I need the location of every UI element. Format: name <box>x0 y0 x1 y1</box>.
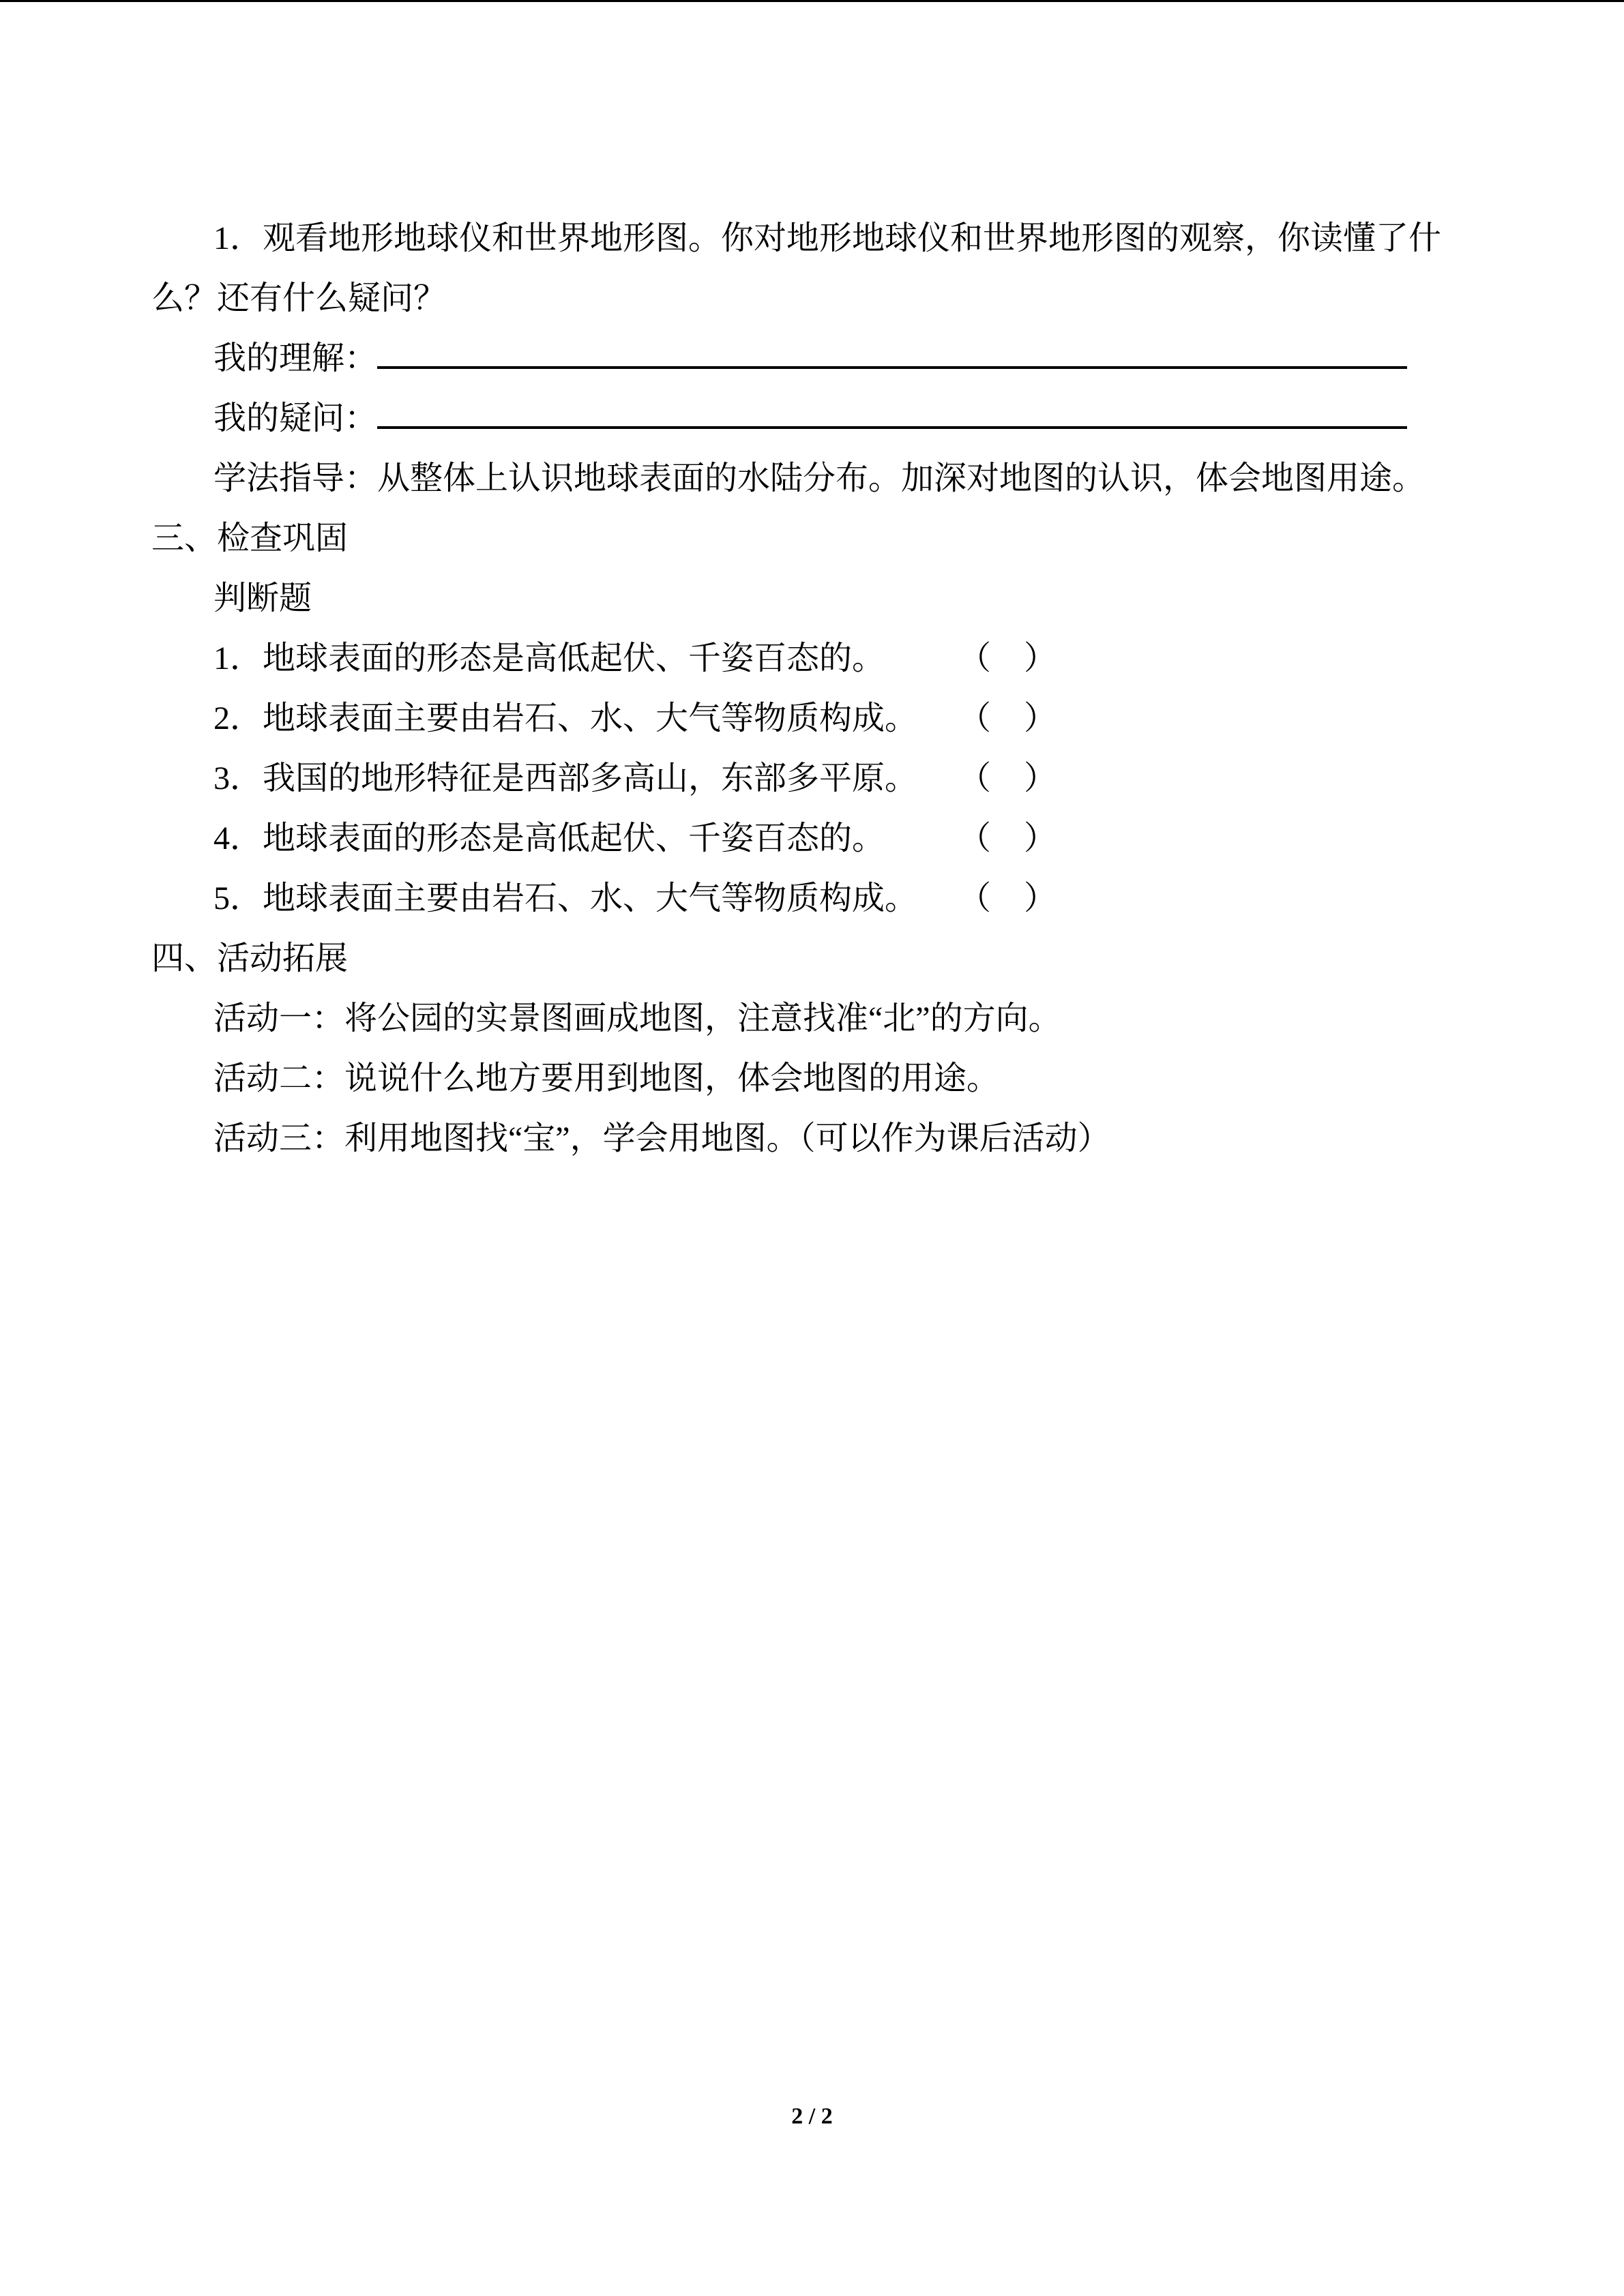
top-border <box>0 0 1624 2</box>
my-doubt-row <box>151 389 1473 449</box>
my-doubt-label: 我的疑问： <box>213 400 378 436</box>
answer-parentheses: （ ） <box>958 640 1057 676</box>
judgment-subtitle: 判断题 <box>213 580 312 616</box>
section-4-title: 四、活动拓展 <box>151 940 349 976</box>
my-understanding-row <box>151 329 1473 389</box>
study-guidance: 学法指导：从整体上认识地球表面的水陆分布。加深对地图的认识，体会地图用途。 <box>213 460 1426 496</box>
judgment-item-text: 1．地球表面的形态是高低起伏、千姿百态的。 <box>213 640 885 676</box>
my-understanding-label: 我的理解： <box>213 340 378 376</box>
judgment-item-text: 3．我国的地形特征是西部多高山，东部多平原。 <box>213 760 918 796</box>
judgment-item <box>151 749 1473 809</box>
my-doubt-blank <box>377 426 1407 429</box>
document-content <box>151 209 1473 1169</box>
judgment-item <box>151 869 1473 929</box>
activity-item: 活动二：说说什么地方要用到地图，体会地图的用途。 <box>213 1060 1000 1097</box>
judgment-item-text: 5．地球表面主要由岩石、水、大气等物质构成。 <box>213 880 918 916</box>
judgment-item-text: 2．地球表面主要由岩石、水、大气等物质构成。 <box>213 700 918 736</box>
judgment-item-text: 4．地球表面的形态是高低起伏、千姿百态的。 <box>213 820 885 856</box>
answer-parentheses: （ ） <box>958 700 1057 736</box>
section-3-title: 三、检查巩固 <box>151 520 349 556</box>
judgment-item <box>151 689 1473 749</box>
answer-parentheses: （ ） <box>958 880 1057 916</box>
page-number: 2 / 2 <box>791 2104 833 2129</box>
activity-item: 活动一：将公园的实景图画成地图，注意找准“北”的方向。 <box>213 1000 1061 1037</box>
answer-parentheses: （ ） <box>958 760 1057 796</box>
judgment-item <box>151 809 1473 869</box>
my-understanding-blank <box>377 366 1407 369</box>
judgment-item <box>151 629 1473 689</box>
activity-item: 活动三：利用地图找“宝”，学会用地图。（可以作为课后活动） <box>213 1120 1110 1157</box>
answer-parentheses: （ ） <box>958 820 1057 856</box>
question-line-2: 么？还有什么疑问？ <box>151 280 447 316</box>
question-line-1: 1．观看地形地球仪和世界地形图。你对地形地球仪和世界地形图的观察，你读懂了什 <box>213 220 1442 256</box>
